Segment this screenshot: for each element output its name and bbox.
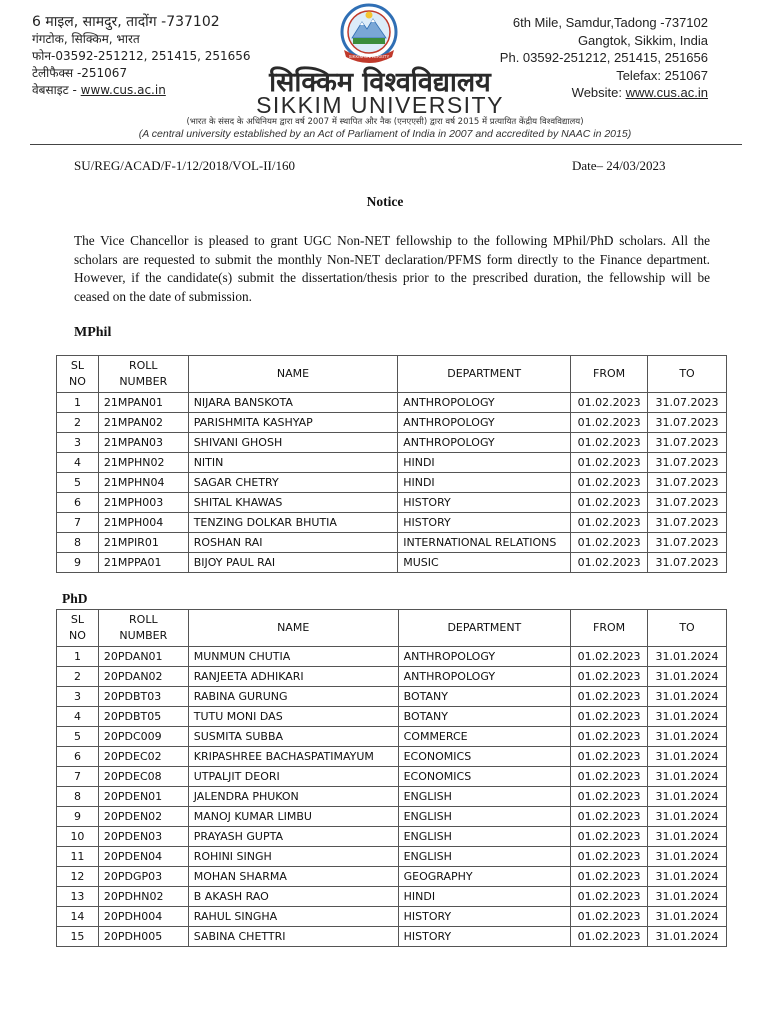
sl-no-cell: 1 [57, 393, 99, 413]
sl-no-cell: 8 [57, 787, 99, 807]
to-date-cell: 31.01.2024 [648, 887, 727, 907]
table-row [57, 887, 727, 907]
from-date-cell: 01.02.2023 [571, 707, 648, 727]
mphil-table [56, 355, 727, 573]
to-date-cell: 31.01.2024 [648, 787, 727, 807]
table-row [57, 747, 727, 767]
department-cell: ENGLISH [398, 827, 571, 847]
table-row [57, 927, 727, 947]
department-cell: ENGLISH [398, 847, 571, 867]
department-cell: MUSIC [398, 553, 571, 573]
table-row [57, 513, 727, 533]
department-header: DEPARTMENT [398, 610, 571, 647]
from-date-cell: 01.02.2023 [571, 413, 648, 433]
department-cell: HISTORY [398, 907, 571, 927]
roll-number-cell: 20PDHN02 [98, 887, 188, 907]
sl-no-cell: 9 [57, 807, 99, 827]
from-date-cell: 01.02.2023 [571, 827, 648, 847]
from-date-cell: 01.02.2023 [571, 393, 648, 413]
name-cell: RABINA GURUNG [188, 687, 398, 707]
roll-number-cell: 20PDEC08 [98, 767, 188, 787]
website-hindi-line [32, 82, 262, 99]
sl-no-cell: 13 [57, 887, 99, 907]
address-english-line: Telefax: 251067 [616, 67, 708, 83]
from-header: FROM [571, 356, 648, 393]
roll-number-cell: 21MPHN02 [98, 453, 188, 473]
department-cell: ANTHROPOLOGY [398, 667, 571, 687]
from-date-cell: 01.02.2023 [571, 647, 648, 667]
table-row [57, 767, 727, 787]
university-logo [336, 2, 402, 68]
mphil-table-body [57, 393, 727, 573]
name-cell: SABINA CHETTRI [188, 927, 398, 947]
table-row [57, 553, 727, 573]
sl-no-cell: 2 [57, 667, 99, 687]
letterhead-divider [30, 144, 742, 145]
from-date-cell: 01.02.2023 [571, 493, 648, 513]
department-cell: HINDI [398, 887, 571, 907]
sl-no-cell: 4 [57, 707, 99, 727]
to-date-cell: 31.01.2024 [648, 707, 727, 727]
roll-number-header: ROLL NUMBER [98, 356, 188, 393]
to-header: TO [648, 356, 727, 393]
name-cell: BIJOY PAUL RAI [188, 553, 398, 573]
address-hindi-line: गंगटोक, सिक्किम, भारत [32, 32, 140, 46]
from-date-cell: 01.02.2023 [571, 787, 648, 807]
sl-no-cell: 5 [57, 727, 99, 747]
department-cell: ENGLISH [398, 787, 571, 807]
department-cell: COMMERCE [398, 727, 571, 747]
table-row [57, 493, 727, 513]
roll-number-cell: 20PDC009 [98, 727, 188, 747]
to-date-cell: 31.01.2024 [648, 727, 727, 747]
to-date-cell: 31.01.2024 [648, 687, 727, 707]
name-cell: TUTU MONI DAS [188, 707, 398, 727]
from-date-cell: 01.02.2023 [571, 747, 648, 767]
sl-no-cell: 10 [57, 827, 99, 847]
table-row [57, 453, 727, 473]
sl-no-header: SL NO [57, 610, 99, 647]
from-date-cell: 01.02.2023 [571, 453, 648, 473]
sl-no-header: SL NO [57, 356, 99, 393]
name-cell: RANJEETA ADHIKARI [188, 667, 398, 687]
roll-number-cell: 20PDBT05 [98, 707, 188, 727]
sl-no-cell: 7 [57, 513, 99, 533]
to-date-cell: 31.07.2023 [648, 453, 727, 473]
from-date-cell: 01.02.2023 [571, 847, 648, 867]
department-cell: BOTANY [398, 687, 571, 707]
table-header-row [57, 610, 727, 647]
table-row [57, 533, 727, 553]
name-cell: SAGAR CHETRY [188, 473, 398, 493]
name-header: NAME [188, 610, 398, 647]
table-header-row [57, 356, 727, 393]
table-row [57, 413, 727, 433]
table-row [57, 787, 727, 807]
phd-heading: PhD [62, 591, 88, 606]
department-cell: ANTHROPOLOGY [398, 413, 571, 433]
roll-number-header: ROLL NUMBER [98, 610, 188, 647]
sl-no-cell: 3 [57, 433, 99, 453]
table-row [57, 707, 727, 727]
logo-banner-text: SIKKIM UNIVERSITY [348, 54, 390, 59]
establishment-note-hindi: (भारत के संसद के अधिनियम द्वारा वर्ष 2007 में स्थापित और नैक (एनएएसी) द्वारा वर्ष 2015 में प्रत्यायित केंद्रीय विश्वविद्यालय) [186, 117, 584, 127]
to-date-cell: 31.01.2024 [648, 827, 727, 847]
from-date-cell: 01.02.2023 [571, 927, 648, 947]
name-cell: SHIVANI GHOSH [188, 433, 398, 453]
website-english-prefix: Website: [571, 85, 622, 100]
sl-no-cell: 6 [57, 747, 99, 767]
from-date-cell: 01.02.2023 [571, 473, 648, 493]
name-cell: JALENDRA PHUKON [188, 787, 398, 807]
to-date-cell: 31.01.2024 [648, 847, 727, 867]
address-english-line: Ph. 03592-251212, 251415, 251656 [499, 50, 708, 65]
to-date-cell: 31.01.2024 [648, 647, 727, 667]
sl-no-cell: 2 [57, 413, 99, 433]
sl-no-cell: 9 [57, 553, 99, 573]
phd-table [56, 609, 727, 947]
letterhead-address-hindi [32, 14, 262, 99]
department-cell: ECONOMICS [398, 747, 571, 767]
table-row [57, 807, 727, 827]
to-date-cell: 31.07.2023 [648, 413, 727, 433]
roll-number-cell: 20PDEC02 [98, 747, 188, 767]
department-cell: GEOGRAPHY [398, 867, 571, 887]
department-cell: HISTORY [398, 513, 571, 533]
name-cell: B AKASH RAO [188, 887, 398, 907]
department-header: DEPARTMENT [398, 356, 571, 393]
sl-no-cell: 7 [57, 767, 99, 787]
roll-number-cell: 20PDEN02 [98, 807, 188, 827]
name-cell: SHITAL KHAWAS [188, 493, 398, 513]
roll-number-cell: 20PDH004 [98, 907, 188, 927]
table-row [57, 433, 727, 453]
address-english-line: Gangtok, Sikkim, India [577, 32, 708, 48]
to-date-cell: 31.01.2024 [648, 807, 727, 827]
notice-title: Notice [366, 194, 404, 209]
address-hindi-line: टेलीफैक्स -251067 [32, 66, 128, 80]
name-cell: ROSHAN RAI [188, 533, 398, 553]
name-cell: RAHUL SINGHA [188, 907, 398, 927]
from-date-cell: 01.02.2023 [571, 433, 648, 453]
from-header: FROM [571, 610, 648, 647]
mphil-heading: MPhil [74, 325, 112, 340]
reference-number: SU/REG/ACAD/F-1/12/2018/VOL-II/160 [74, 158, 295, 173]
table-row [57, 393, 727, 413]
roll-number-cell: 21MPIR01 [98, 533, 188, 553]
sl-no-cell: 8 [57, 533, 99, 553]
department-cell: ANTHROPOLOGY [398, 647, 571, 667]
to-date-cell: 31.07.2023 [648, 533, 727, 553]
department-cell: ENGLISH [398, 807, 571, 827]
department-cell: HINDI [398, 453, 571, 473]
table-row [57, 473, 727, 493]
to-date-cell: 31.07.2023 [648, 473, 727, 493]
to-date-cell: 31.01.2024 [648, 927, 727, 947]
to-date-cell: 31.07.2023 [648, 433, 727, 453]
roll-number-cell: 20PDAN02 [98, 667, 188, 687]
university-name-hindi: सिक्किम विश्वविद्यालय [269, 67, 491, 98]
to-date-cell: 31.07.2023 [648, 513, 727, 533]
from-date-cell: 01.02.2023 [571, 553, 648, 573]
website-hindi-prefix: वेबसाइट - [32, 83, 77, 97]
sl-no-cell: 11 [57, 847, 99, 867]
department-cell: INTERNATIONAL RELATIONS [398, 533, 571, 553]
sl-no-cell: 4 [57, 453, 99, 473]
sl-no-cell: 15 [57, 927, 99, 947]
from-date-cell: 01.02.2023 [571, 727, 648, 747]
name-cell: MANOJ KUMAR LIMBU [188, 807, 398, 827]
roll-number-cell: 21MPAN03 [98, 433, 188, 453]
to-date-cell: 31.07.2023 [648, 553, 727, 573]
address-hindi-line: फोन-03592-251212, 251415, 251656 [32, 49, 251, 63]
roll-number-cell: 20PDBT03 [98, 687, 188, 707]
address-hindi-line: 6 माइल, सामदुर, तादोंग -737102 [32, 14, 220, 30]
notice-date: Date– 24/03/2023 [572, 158, 666, 173]
department-cell: HISTORY [398, 927, 571, 947]
name-cell: MUNMUN CHUTIA [188, 647, 398, 667]
table-row [57, 867, 727, 887]
name-cell: KRIPASHREE BACHASPATIMAYUM [188, 747, 398, 767]
roll-number-cell: 20PDGP03 [98, 867, 188, 887]
from-date-cell: 01.02.2023 [571, 887, 648, 907]
department-cell: ECONOMICS [398, 767, 571, 787]
roll-number-cell: 21MPAN01 [98, 393, 188, 413]
name-cell: SUSMITA SUBBA [188, 727, 398, 747]
sl-no-cell: 5 [57, 473, 99, 493]
department-cell: BOTANY [398, 707, 571, 727]
table-row [57, 847, 727, 867]
from-date-cell: 01.02.2023 [571, 687, 648, 707]
name-cell: PRAYASH GUPTA [188, 827, 398, 847]
to-date-cell: 31.07.2023 [648, 493, 727, 513]
roll-number-cell: 20PDEN01 [98, 787, 188, 807]
name-cell: MOHAN SHARMA [188, 867, 398, 887]
university-name-english: SIKKIM UNIVERSITY [256, 92, 504, 118]
table-row [57, 827, 727, 847]
sl-no-cell: 1 [57, 647, 99, 667]
department-cell: HISTORY [398, 493, 571, 513]
notice-body: The Vice Chancellor is pleased to grant UGC Non-NET fellowship to the following MPhil/PhD scholars. All the scholars are requested to submit the monthly Non-NET declaration/PFMS form directly to the Finance department. However, if the candidate(s) submit the dissertation/thesis prior to the prescribed duration, the fellowship will be ceased on the date of submission. [74, 233, 710, 304]
roll-number-cell: 21MPH003 [98, 493, 188, 513]
establishment-note-english: (A central university established by an Act of Parliament of India in 2007 and accredited by NAAC in 2015) [138, 128, 632, 140]
table-row [57, 727, 727, 747]
roll-number-cell: 20PDEN04 [98, 847, 188, 867]
from-date-cell: 01.02.2023 [571, 807, 648, 827]
roll-number-cell: 20PDH005 [98, 927, 188, 947]
name-cell: NIJARA BANSKOTA [188, 393, 398, 413]
name-cell: PARISHMITA KASHYAP [188, 413, 398, 433]
from-date-cell: 01.02.2023 [571, 867, 648, 887]
sl-no-cell: 6 [57, 493, 99, 513]
roll-number-cell: 21MPHN04 [98, 473, 188, 493]
to-date-cell: 31.01.2024 [648, 867, 727, 887]
sl-no-cell: 3 [57, 687, 99, 707]
name-cell: NITIN [188, 453, 398, 473]
name-cell: ROHINI SINGH [188, 847, 398, 867]
department-cell: ANTHROPOLOGY [398, 393, 571, 413]
department-cell: HINDI [398, 473, 571, 493]
table-row [57, 647, 727, 667]
department-cell: ANTHROPOLOGY [398, 433, 571, 453]
to-date-cell: 31.01.2024 [648, 907, 727, 927]
address-english-line: 6th Mile, Samdur,Tadong -737102 [512, 15, 708, 30]
to-date-cell: 31.01.2024 [648, 767, 727, 787]
table-row [57, 667, 727, 687]
to-date-cell: 31.01.2024 [648, 667, 727, 687]
website-english-link[interactable]: www.cus.ac.in [625, 85, 708, 100]
sl-no-cell: 12 [57, 867, 99, 887]
roll-number-cell: 21MPH004 [98, 513, 188, 533]
phd-table-body [57, 647, 727, 947]
to-date-cell: 31.07.2023 [648, 393, 727, 413]
from-date-cell: 01.02.2023 [571, 513, 648, 533]
table-row [57, 907, 727, 927]
sl-no-cell: 14 [57, 907, 99, 927]
roll-number-cell: 20PDAN01 [98, 647, 188, 667]
from-date-cell: 01.02.2023 [571, 907, 648, 927]
name-cell: TENZING DOLKAR BHUTIA [188, 513, 398, 533]
roll-number-cell: 21MPPA01 [98, 553, 188, 573]
name-cell: UTPALJIT DEORI [188, 767, 398, 787]
to-header: TO [648, 610, 727, 647]
website-hindi-link[interactable]: www.cus.ac.in [80, 83, 166, 97]
from-date-cell: 01.02.2023 [571, 533, 648, 553]
from-date-cell: 01.02.2023 [571, 767, 648, 787]
roll-number-cell: 21MPAN02 [98, 413, 188, 433]
roll-number-cell: 20PDEN03 [98, 827, 188, 847]
name-header: NAME [188, 356, 398, 393]
from-date-cell: 01.02.2023 [571, 667, 648, 687]
to-date-cell: 31.01.2024 [648, 747, 727, 767]
table-row [57, 687, 727, 707]
